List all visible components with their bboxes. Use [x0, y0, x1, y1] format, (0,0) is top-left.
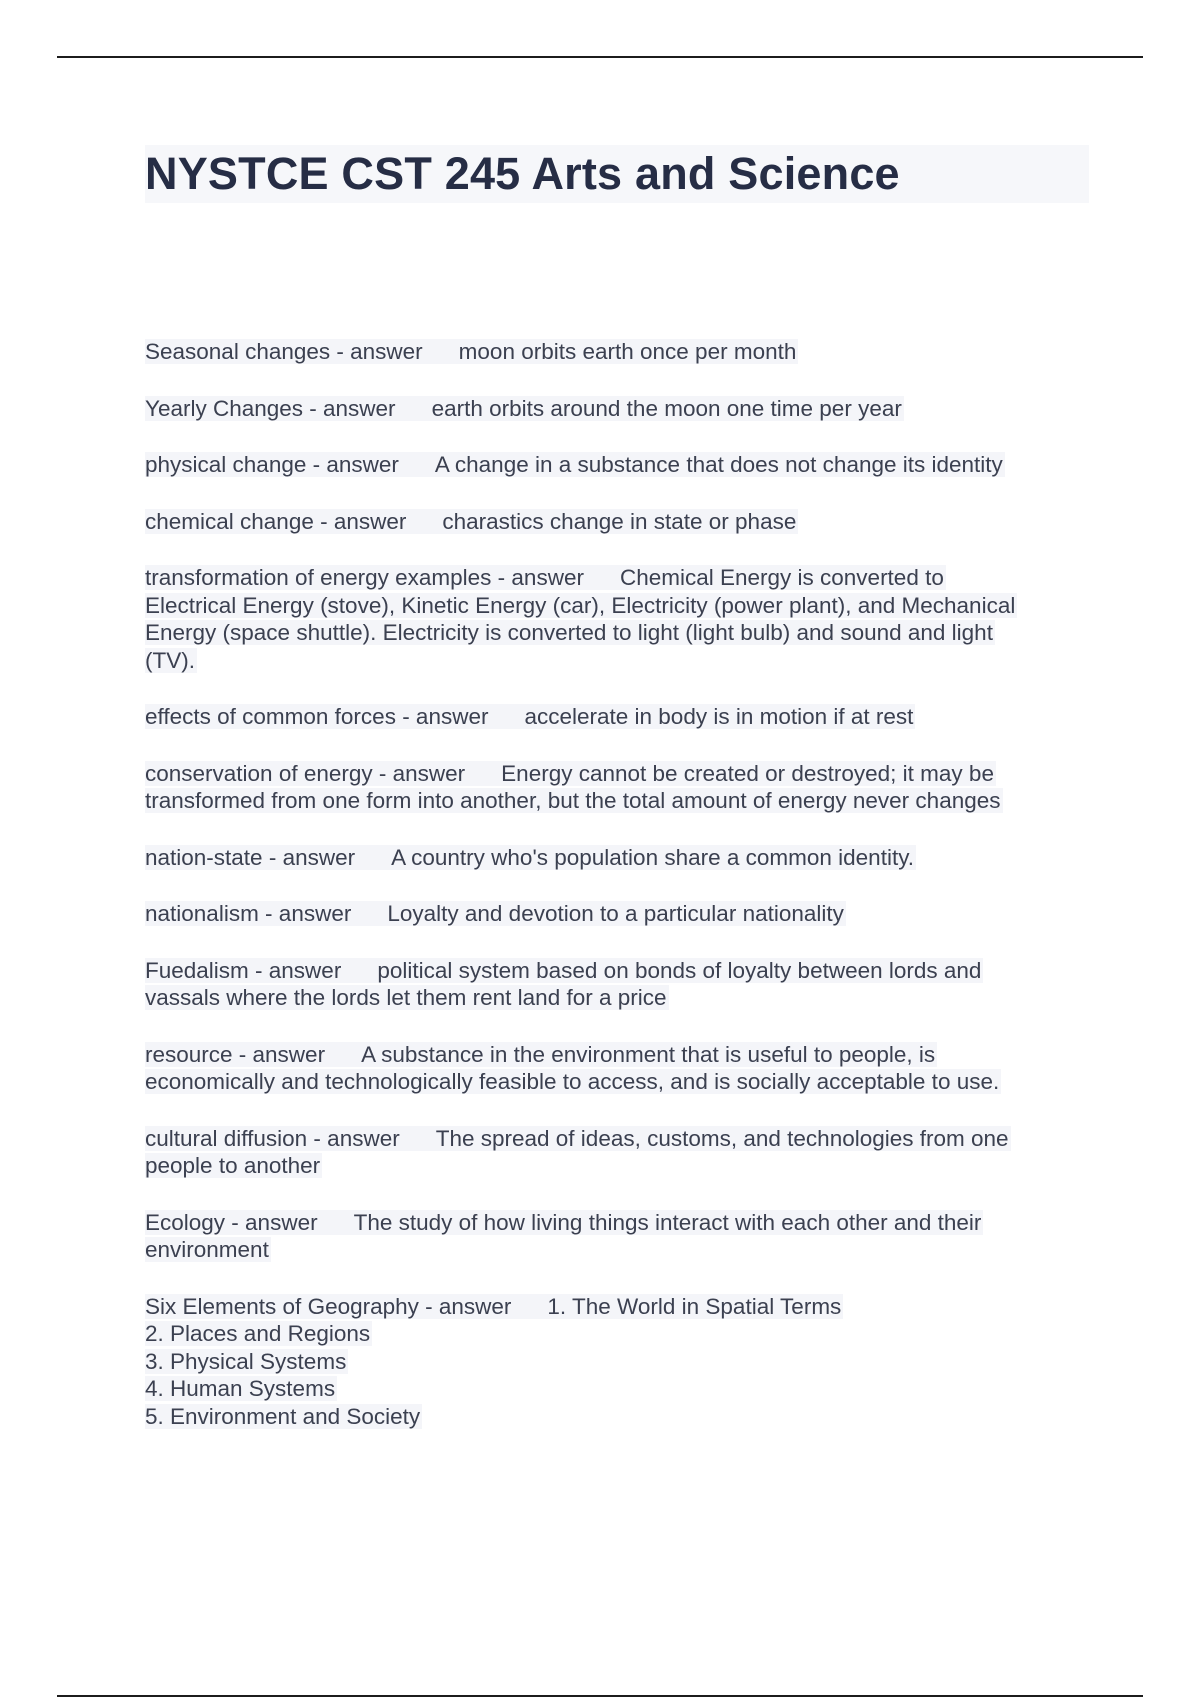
- qa-line-highlight: [145, 648, 197, 673]
- qa-entry: [145, 1041, 1090, 1096]
- qa-line-highlight: [145, 788, 1003, 813]
- qa-line: [145, 1403, 1090, 1431]
- qa-line: [145, 619, 1090, 647]
- qa-line: [145, 564, 1090, 592]
- qa-line-highlight: [145, 620, 995, 645]
- qa-line: [145, 395, 1090, 423]
- qa-line-highlight: [145, 1294, 843, 1319]
- qa-entry: [145, 564, 1090, 674]
- qa-entry: [145, 508, 1090, 536]
- qa-line: [145, 1320, 1090, 1348]
- qa-answer-text: earth orbits around the moon one time per year: [431, 395, 902, 421]
- qa-answer-text: A country who's population share a common identity.: [391, 844, 915, 870]
- qa-entry: [145, 395, 1090, 423]
- qa-line-highlight: [145, 452, 1005, 477]
- qa-entry: [145, 844, 1090, 872]
- qa-line: [145, 900, 1090, 928]
- qa-term: nation-state - answer: [145, 844, 356, 870]
- qa-answer-text: 3. Physical Systems: [145, 1348, 347, 1374]
- qa-term: physical change - answer: [145, 452, 399, 477]
- qa-line: [145, 703, 1090, 731]
- qa-line-highlight: [145, 1376, 337, 1401]
- qa-line: [145, 451, 1090, 479]
- qa-line: [145, 984, 1090, 1012]
- qa-entry: [145, 1125, 1090, 1180]
- qa-line-highlight: [145, 845, 916, 870]
- qa-line-highlight: [145, 593, 1017, 618]
- qa-line: [145, 1152, 1090, 1180]
- qa-answer-text: 1. The World in Spatial Terms: [547, 1293, 842, 1319]
- qa-line-highlight: [145, 565, 946, 590]
- qa-line-highlight: [145, 1069, 1001, 1094]
- qa-answer-text: economically and technologically feasible to access, and is socially acceptable to use.: [145, 1069, 1000, 1094]
- qa-entry: [145, 1293, 1090, 1431]
- qa-term: conservation of energy - answer: [145, 760, 466, 786]
- qa-answer-text: 5. Environment and Society: [145, 1403, 421, 1429]
- qa-answer-text: moon orbits earth once per month: [458, 339, 797, 364]
- qa-list: [145, 338, 1090, 1459]
- qa-line: [145, 760, 1090, 788]
- qa-term: transformation of energy examples - answer: [145, 565, 584, 590]
- qa-answer-text: accelerate in body is in motion if at rest: [524, 704, 914, 729]
- qa-line-highlight: [145, 761, 996, 786]
- qa-answer-text: The spread of ideas, customs, and technologies from one: [435, 1125, 1009, 1151]
- qa-line-highlight: [145, 958, 983, 983]
- qa-line-highlight: [145, 1237, 271, 1262]
- qa-line: [145, 647, 1090, 675]
- qa-answer-text: Energy (space shuttle). Electricity is converted to light (light bulb) and sound and light: [145, 620, 993, 645]
- qa-answer-text: environment: [145, 1237, 269, 1262]
- qa-line: [145, 1348, 1090, 1376]
- qa-answer-text: The study of how living things interact with each other and their: [353, 1209, 982, 1235]
- qa-answer-text: Loyalty and devotion to a particular nationality: [387, 901, 844, 926]
- qa-line: [145, 1125, 1090, 1153]
- qa-line: [145, 1209, 1090, 1237]
- qa-entry: [145, 703, 1090, 731]
- qa-line: [145, 787, 1090, 815]
- qa-answer-text: Energy cannot be created or destroyed; it may be: [501, 760, 994, 786]
- qa-term: Fuedalism - answer: [145, 957, 342, 983]
- qa-entry: [145, 1209, 1090, 1264]
- qa-term: nationalism - answer: [145, 901, 352, 926]
- qa-term: Yearly Changes - answer: [145, 395, 396, 421]
- top-rule: [57, 56, 1143, 58]
- qa-line-highlight: [145, 985, 669, 1010]
- bottom-rule: [57, 1695, 1143, 1697]
- qa-line-highlight: [145, 1210, 983, 1235]
- qa-entry: [145, 957, 1090, 1012]
- qa-answer-text: A change in a substance that does not change its identity: [434, 452, 1003, 477]
- qa-line-highlight: [145, 1404, 422, 1429]
- qa-line-highlight: [145, 1349, 348, 1374]
- qa-term: resource - answer: [145, 1041, 326, 1067]
- qa-answer-text: political system based on bonds of loyalty between lords and: [377, 957, 982, 983]
- qa-answer-text: vassals where the lords let them rent land for a price: [145, 985, 667, 1010]
- qa-line-highlight: [145, 1153, 322, 1178]
- qa-line: [145, 1068, 1090, 1096]
- qa-line-highlight: [145, 509, 798, 534]
- qa-answer-text: A substance in the environment that is useful to people, is: [361, 1041, 936, 1067]
- qa-line: [145, 1041, 1090, 1069]
- qa-entry: [145, 900, 1090, 928]
- qa-line: [145, 338, 1090, 366]
- qa-term: chemical change - answer: [145, 508, 407, 534]
- qa-answer-text: Chemical Energy is converted to: [619, 565, 944, 590]
- qa-answer-text: charastics change in state or phase: [442, 508, 797, 534]
- qa-answer-text: 4. Human Systems: [145, 1376, 336, 1401]
- qa-term: Six Elements of Geography - answer: [145, 1293, 512, 1319]
- qa-answer-text: (TV).: [145, 647, 195, 673]
- qa-line: [145, 1375, 1090, 1403]
- qa-answer-text: people to another: [145, 1153, 321, 1178]
- qa-line-highlight: [145, 704, 915, 729]
- qa-term: cultural diffusion - answer: [145, 1125, 400, 1151]
- qa-line-highlight: [145, 396, 904, 421]
- qa-line: [145, 957, 1090, 985]
- qa-line: [145, 508, 1090, 536]
- qa-line-highlight: [145, 1321, 372, 1346]
- qa-entry: [145, 760, 1090, 815]
- qa-line-highlight: [145, 339, 798, 364]
- qa-term: Seasonal changes - answer: [145, 339, 423, 364]
- qa-answer-text: transformed from one form into another, but the total amount of energy never changes: [145, 788, 1001, 813]
- qa-line-highlight: [145, 1126, 1011, 1151]
- qa-line-highlight: [145, 901, 846, 926]
- qa-term: effects of common forces - answer: [145, 704, 489, 729]
- qa-line: [145, 592, 1090, 620]
- qa-line-highlight: [145, 1042, 937, 1067]
- qa-line: [145, 1293, 1090, 1321]
- qa-answer-text: 2. Places and Regions: [145, 1321, 371, 1346]
- qa-entry: [145, 451, 1090, 479]
- qa-line: [145, 1236, 1090, 1264]
- qa-answer-text: Electrical Energy (stove), Kinetic Energy (car), Electricity (power plant), and Mechanical: [145, 592, 1016, 618]
- qa-line: [145, 844, 1090, 872]
- qa-entry: [145, 338, 1090, 366]
- document-title: NYSTCE CST 245 Arts and Science: [145, 148, 900, 199]
- qa-term: Ecology - answer: [145, 1209, 318, 1235]
